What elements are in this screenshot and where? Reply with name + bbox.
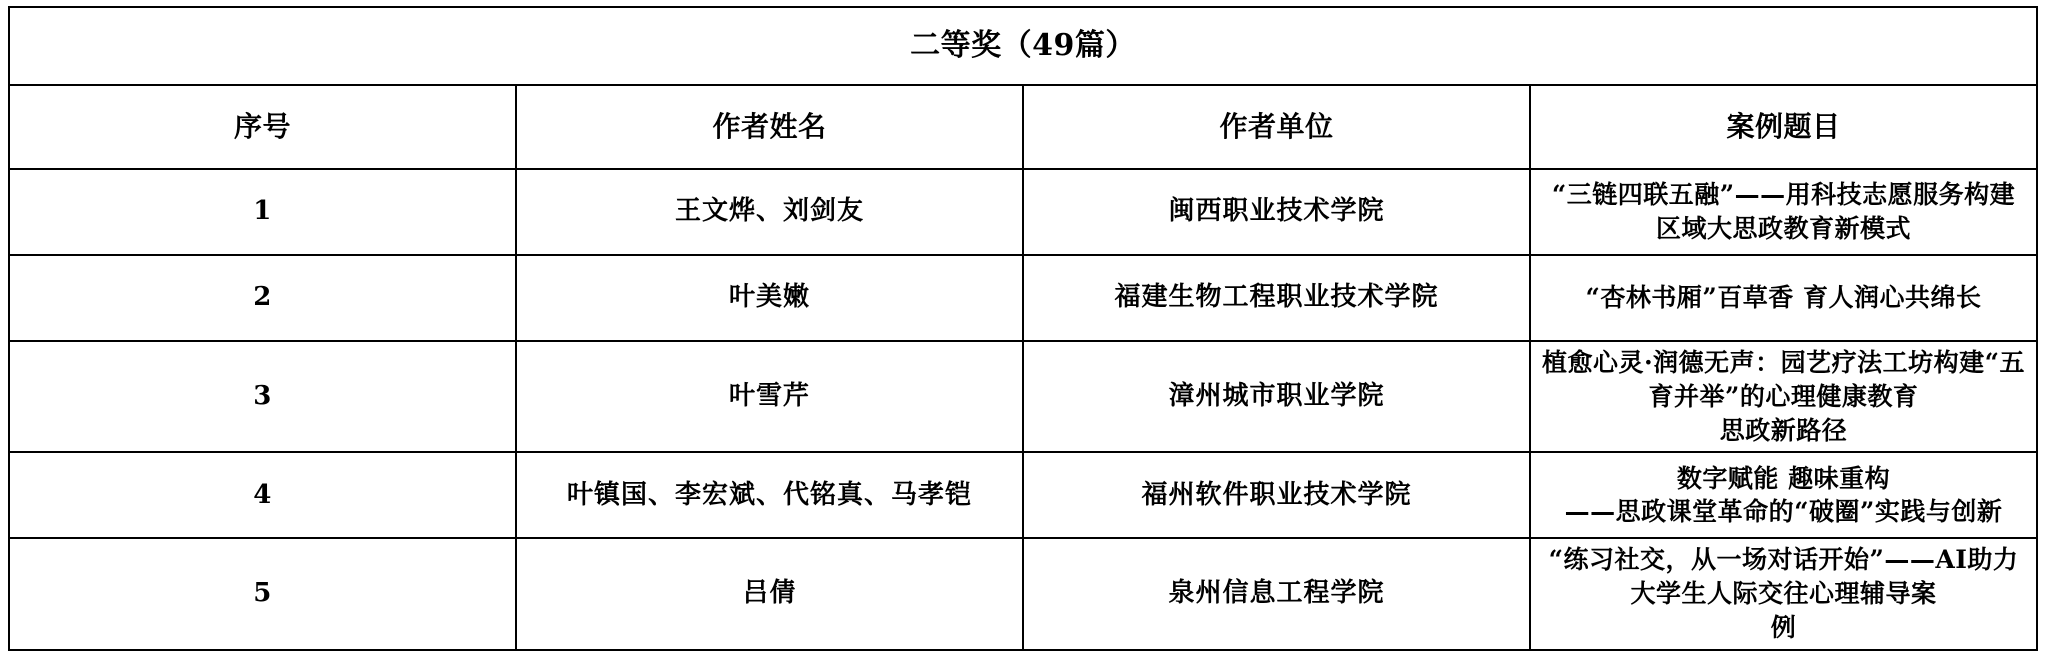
column-header-case-title: 案例题目 (1530, 85, 2037, 169)
row-org: 闽西职业技术学院 (1023, 169, 1530, 255)
row-org: 福州软件职业技术学院 (1023, 452, 1530, 538)
table-row (9, 538, 2037, 649)
row-author: 叶雪芹 (516, 341, 1023, 452)
case-title-line-2: ——思政课堂革命的“破圈”实践与创新 (1564, 497, 2003, 527)
column-header-index: 序号 (9, 85, 516, 169)
table-row (9, 452, 2037, 538)
table-title-row (9, 7, 2037, 85)
table-row (9, 341, 2037, 452)
table-row (9, 255, 2037, 341)
row-author: 叶美嫩 (516, 255, 1023, 341)
row-author: 吕倩 (516, 538, 1023, 649)
row-case-title (1530, 169, 2037, 255)
row-org: 福建生物工程职业技术学院 (1023, 255, 1530, 341)
row-case-title (1530, 255, 2037, 341)
table-row (9, 169, 2037, 255)
case-title-line-2: 思政新路径 (1719, 415, 1848, 445)
row-index: 4 (9, 452, 516, 538)
case-title-line-1: 植愈心灵·润德无声：园艺疗法工坊构建“五育并举”的心理健康教育 (1541, 348, 2026, 411)
row-org: 泉州信息工程学院 (1023, 538, 1530, 649)
case-title-line-1: 数字赋能 趣味重构 (1676, 463, 1891, 493)
row-index: 1 (9, 169, 516, 255)
row-author: 叶镇国、李宏斌、代铭真、马孝铠 (516, 452, 1023, 538)
column-header-org: 作者单位 (1023, 85, 1530, 169)
case-title-line-1: “练习社交，从一场对话开始”——AI助力大学生人际交往心理辅导案 (1548, 545, 2019, 608)
column-header-author: 作者姓名 (516, 85, 1023, 169)
table-title: 二等奖（49篇） (9, 7, 2037, 85)
award-table-container (8, 6, 2038, 651)
row-author: 王文烨、刘剑友 (516, 169, 1023, 255)
row-case-title (1530, 538, 2037, 649)
case-title-line-1: “杏林书厢”百草香 育人润心共绵长 (1585, 283, 1982, 313)
row-org: 漳州城市职业学院 (1023, 341, 1530, 452)
table-header-row (9, 85, 2037, 169)
row-index: 5 (9, 538, 516, 649)
case-title-line-2: 例 (1770, 612, 1797, 642)
row-index: 3 (9, 341, 516, 452)
row-index: 2 (9, 255, 516, 341)
row-case-title (1530, 452, 2037, 538)
award-table (8, 6, 2038, 651)
row-case-title (1530, 341, 2037, 452)
case-title-line-1: “三链四联五融”——用科技志愿服务构建区域大思政教育新模式 (1551, 180, 2016, 243)
